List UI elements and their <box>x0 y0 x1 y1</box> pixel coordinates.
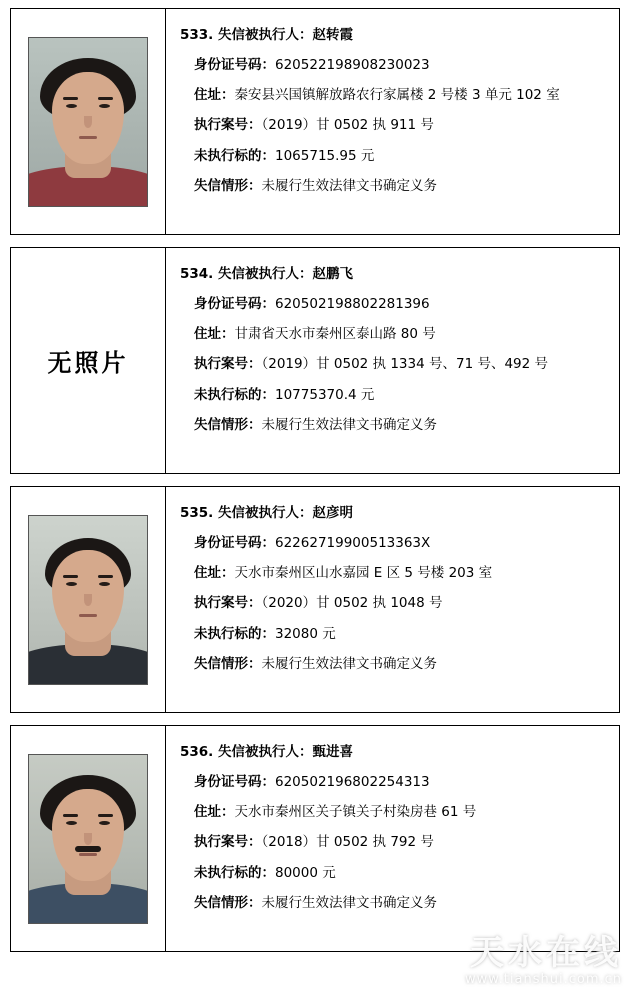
field-unexecuted-amount <box>180 864 609 882</box>
field-value: 1065715.95 元 <box>275 147 375 164</box>
field-value: 620502196802254313 <box>275 774 430 790</box>
field-case-number <box>180 355 609 373</box>
field-label: 身份证号码： <box>194 57 275 73</box>
list-item <box>10 8 620 235</box>
info-cell <box>166 248 619 473</box>
list-item <box>10 486 620 713</box>
list-item <box>10 247 620 474</box>
field-label: 住址： <box>194 87 235 104</box>
mustache-shape <box>75 846 101 852</box>
field-id-number <box>180 534 609 552</box>
field-value: 32080 元 <box>275 625 336 642</box>
watermark-text: 天水在线 <box>470 933 622 973</box>
field-unexecuted-amount <box>180 147 609 165</box>
field-label: 未执行标的： <box>194 147 275 164</box>
field-label: 住址： <box>194 565 235 582</box>
entry-title: 534. 失信被执行人：赵鹏飞 <box>180 266 354 282</box>
field-value: 10775370.4 元 <box>275 386 375 403</box>
field-id-number <box>180 295 609 313</box>
field-label: 未执行标的： <box>194 625 275 642</box>
mouth-shape <box>79 136 97 139</box>
field-label: 失信情形： <box>194 416 262 433</box>
eye-left <box>66 104 77 108</box>
field-label: 执行案号： <box>194 356 262 373</box>
field-label: 失信情形： <box>194 177 262 194</box>
person-photo <box>28 515 148 685</box>
eyebrow-right <box>98 97 113 100</box>
nose-shape <box>84 833 92 845</box>
entry-title: 533. 失信被执行人：赵转霞 <box>180 27 354 43</box>
eye-right <box>99 104 110 108</box>
field-dishonesty-type <box>180 416 609 434</box>
person-photo <box>28 754 148 924</box>
field-value: （2020）甘 0502 执 1048 号 <box>261 595 443 612</box>
eye-left <box>66 582 77 586</box>
field-value: （2018）甘 0502 执 792 号 <box>261 834 434 851</box>
field-unexecuted-amount <box>180 386 609 404</box>
info-cell <box>166 9 619 234</box>
field-value: 未履行生效法律文书确定义务 <box>261 177 437 194</box>
field-case-number <box>180 833 609 851</box>
field-value: 天水市秦州区山水嘉园 E 区 5 号楼 203 室 <box>234 565 493 582</box>
list-item <box>10 725 620 952</box>
field-label: 执行案号： <box>194 834 262 851</box>
watermark-url: www.tianshui.com.cn <box>464 972 622 987</box>
field-address <box>180 564 609 582</box>
field-label: 身份证号码： <box>194 296 275 312</box>
mouth-shape <box>79 614 97 617</box>
field-case-number <box>180 116 609 134</box>
eyebrow-left <box>63 575 78 578</box>
field-value: 620502198802281396 <box>275 296 430 312</box>
field-value: 甘肃省天水市秦州区泰山路 80 号 <box>234 326 436 343</box>
info-cell <box>166 726 619 951</box>
field-label: 失信情形： <box>194 655 262 672</box>
field-id-number <box>180 773 609 791</box>
field-value: 未履行生效法律文书确定义务 <box>261 416 437 433</box>
mouth-shape <box>79 853 97 856</box>
field-value: （2019）甘 0502 执 911 号 <box>261 117 434 134</box>
eyebrow-left <box>63 97 78 100</box>
field-address <box>180 86 609 104</box>
field-address <box>180 325 609 343</box>
photo-cell <box>11 726 166 951</box>
field-address <box>180 803 609 821</box>
field-label: 失信情形： <box>194 894 262 911</box>
field-unexecuted-amount <box>180 625 609 643</box>
eye-right <box>99 582 110 586</box>
field-dishonesty-type <box>180 894 609 912</box>
eyebrow-left <box>63 814 78 817</box>
field-label: 身份证号码： <box>194 774 275 790</box>
field-value: 天水市秦州区关子镇关子村染房巷 61 号 <box>234 804 477 821</box>
eye-left <box>66 821 77 825</box>
nose-shape <box>84 594 92 606</box>
portrait-artwork <box>29 755 147 923</box>
photo-cell <box>11 248 166 473</box>
nose-shape <box>84 116 92 128</box>
field-value: 62262719900513363X <box>275 535 431 551</box>
info-cell <box>166 487 619 712</box>
field-label: 住址： <box>194 326 235 343</box>
field-label: 未执行标的： <box>194 864 275 881</box>
field-value: 620522198908230023 <box>275 57 430 73</box>
field-dishonesty-type <box>180 655 609 673</box>
field-label: 住址： <box>194 804 235 821</box>
eye-right <box>99 821 110 825</box>
field-label: 未执行标的： <box>194 386 275 403</box>
portrait-artwork <box>29 516 147 684</box>
photo-cell <box>11 487 166 712</box>
eyebrow-right <box>98 575 113 578</box>
field-label: 执行案号： <box>194 117 262 134</box>
field-value: （2019）甘 0502 执 1334 号、71 号、492 号 <box>261 356 549 373</box>
field-dishonesty-type <box>180 177 609 195</box>
portrait-artwork <box>29 38 147 206</box>
field-label: 身份证号码： <box>194 535 275 551</box>
field-value: 秦安县兴国镇解放路农行家属楼 2 号楼 3 单元 102 室 <box>234 87 560 104</box>
field-id-number <box>180 56 609 74</box>
entry-title: 536. 失信被执行人：甄进喜 <box>180 744 354 760</box>
field-value: 未履行生效法律文书确定义务 <box>261 894 437 911</box>
photo-cell <box>11 9 166 234</box>
person-photo <box>28 37 148 207</box>
field-value: 未履行生效法律文书确定义务 <box>261 655 437 672</box>
eyebrow-right <box>98 814 113 817</box>
field-value: 80000 元 <box>275 864 336 881</box>
field-label: 执行案号： <box>194 595 262 612</box>
entry-title: 535. 失信被执行人：赵彦明 <box>180 505 354 521</box>
no-photo-label: 无照片 <box>47 349 129 377</box>
field-case-number <box>180 594 609 612</box>
